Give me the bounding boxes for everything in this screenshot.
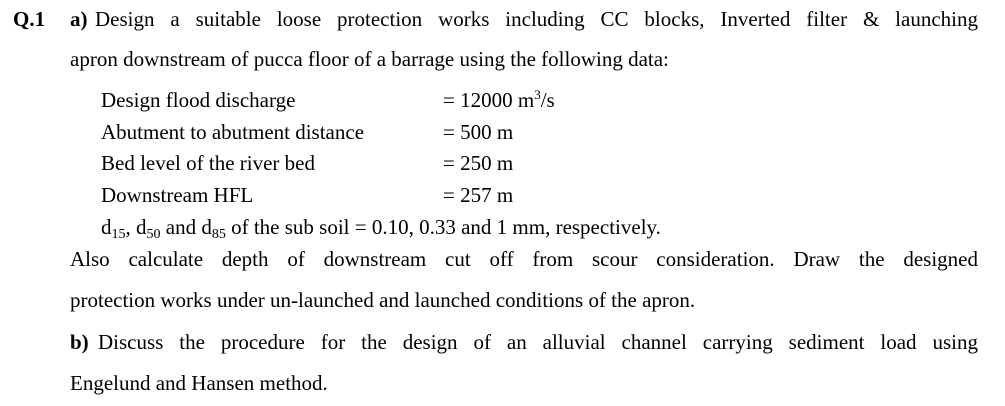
part-b-line-2: Engelund and Hansen method.: [70, 371, 328, 395]
also-line-1: Also calculate depth of downstream cut off from scour consideration. Draw the designed: [70, 247, 978, 271]
part-a-label: a): [70, 7, 88, 31]
part-a-intro-line-2: apron downstream of pucca floor of a barrage using the following data:: [70, 47, 669, 71]
data-value: = 500 m: [443, 120, 514, 144]
data-value: = 12000 $m^3/s$: [443, 87, 555, 112]
data-label: Bed level of the river bed: [101, 151, 315, 175]
data-value: = 250 m: [443, 151, 514, 175]
part-b-line-1: Discuss the procedure for the design of an alluvial channel carrying sediment load using: [98, 330, 978, 354]
part-b-label: b): [70, 330, 89, 354]
data-label: Abutment to abutment distance: [101, 120, 365, 144]
part-a-intro-line-1: Design a suitable loose protection works including CC blocks, Inverted filter & launching: [95, 7, 978, 31]
data-value: = 257 m: [443, 183, 514, 207]
data-label: Design flood discharge: [101, 88, 296, 112]
data-label: Downstream HFL: [101, 183, 254, 207]
also-line-2: protection works under un-launched and launched conditions of the apron.: [70, 288, 696, 312]
soil-line: $d_{15}$, $d_{50}$ and $d_{85}$ of the sub soil = 0.10, 0.33 and 1 mm, respectively.: [101, 215, 661, 242]
question-number: Q.1: [13, 7, 46, 31]
